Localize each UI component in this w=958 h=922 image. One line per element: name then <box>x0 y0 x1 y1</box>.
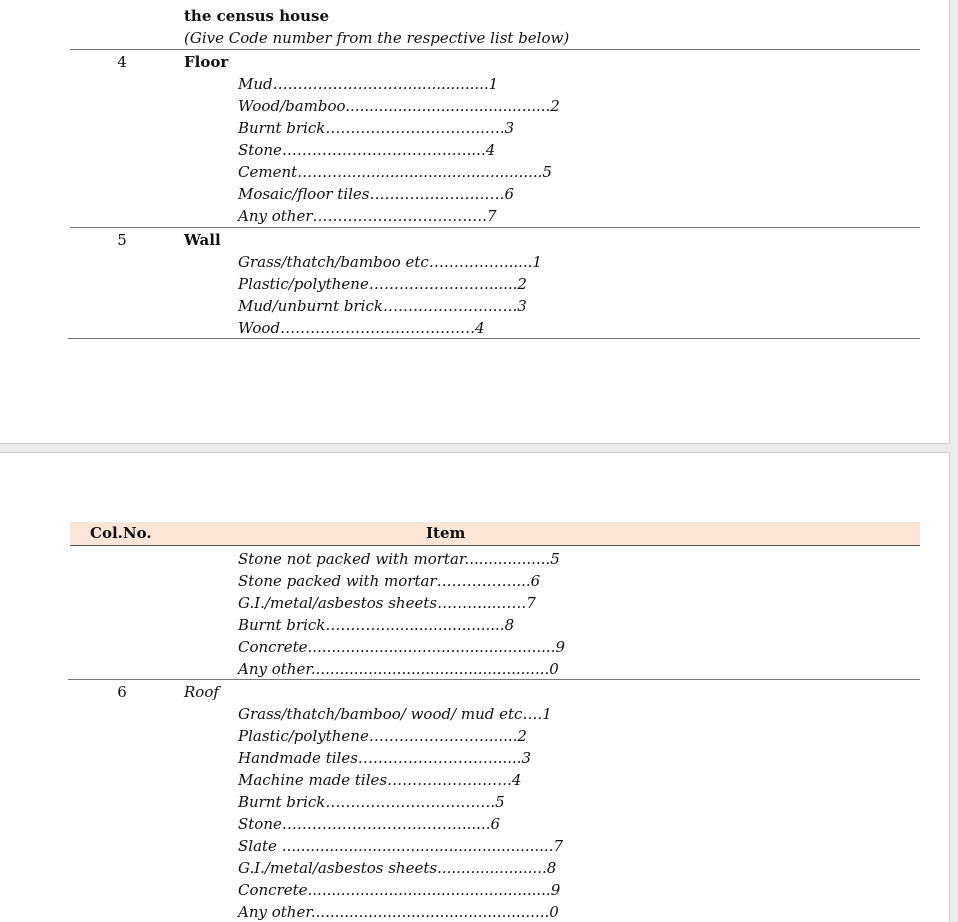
option-roof-5: Burnt brick…………………………….5 <box>238 793 505 811</box>
option-floor-4: Stone…………………………….…....4 <box>238 141 496 159</box>
option-roof-2: Plastic/polythene……………………......2 <box>238 727 527 745</box>
option-wall-0: Any other..................................................0 <box>238 660 559 678</box>
heading-fragment: the census house <box>184 7 330 25</box>
option-wall-3: Mud/unburnt brick…………………..….3 <box>238 297 527 315</box>
option-wall-4: Wood…………………………………4 <box>238 319 485 337</box>
option-wall-9: Concrete....................................................9 <box>238 638 566 656</box>
option-roof-8: G.I./metal/asbestos sheets.......................8 <box>238 859 557 877</box>
instruction-text: (Give Code number from the respective list below) <box>184 29 570 47</box>
option-roof-7: Slate .........................................................7 <box>238 837 564 855</box>
col-no-4: 4 <box>117 53 127 71</box>
option-wall-5: Stone not packed with mortar..................5 <box>238 550 560 568</box>
option-floor-6: Mosaic/floor tiles………………………6 <box>238 185 515 203</box>
option-roof-6: Stone………………………………......6 <box>238 815 501 833</box>
document-page-1 <box>0 0 950 444</box>
col-no-5: 5 <box>117 231 127 249</box>
col-no-header: Col.No. <box>90 524 152 542</box>
option-floor-1: Mud……………………….................1 <box>238 75 499 93</box>
option-wall-6: Stone packed with mortar……………....6 <box>238 572 541 590</box>
option-roof-3: Handmade tiles………………………......3 <box>238 749 532 767</box>
section-divider <box>70 227 920 228</box>
document-page-2 <box>0 452 950 922</box>
option-floor-2: Wood/bamboo...........................................2 <box>238 97 560 115</box>
section-divider <box>68 338 920 339</box>
option-roof-0: Any other..................................................0 <box>238 903 559 921</box>
section-title-roof: Roof <box>184 683 219 701</box>
section-divider <box>70 49 920 50</box>
table-header <box>70 522 920 546</box>
option-wall-1: Grass/thatch/bamboo etc……………......1 <box>238 253 542 271</box>
option-wall-2: Plastic/polythene……………………......2 <box>238 275 527 293</box>
option-floor-3: Burnt brick…………………………..….3 <box>238 119 515 137</box>
option-roof-4: Machine made tiles…………………….4 <box>238 771 522 789</box>
section-divider <box>68 679 920 680</box>
option-wall-7: G.I./metal/asbestos sheets………...……7 <box>238 594 536 612</box>
col-no-6: 6 <box>117 683 127 701</box>
section-title-wall: Wall <box>184 231 221 249</box>
item-header: Item <box>426 524 466 542</box>
option-wall-8: Burnt brick………….........................8 <box>238 616 515 634</box>
option-floor-7: Any other……………………….…….7 <box>238 207 497 225</box>
option-roof-1: Grass/thatch/bamboo/ wood/ mud etc….1 <box>238 705 552 723</box>
option-roof-9: Concrete...................................................9 <box>238 881 561 899</box>
option-floor-5: Cement………..........................................5 <box>238 163 552 181</box>
section-title-floor: Floor <box>184 53 229 71</box>
